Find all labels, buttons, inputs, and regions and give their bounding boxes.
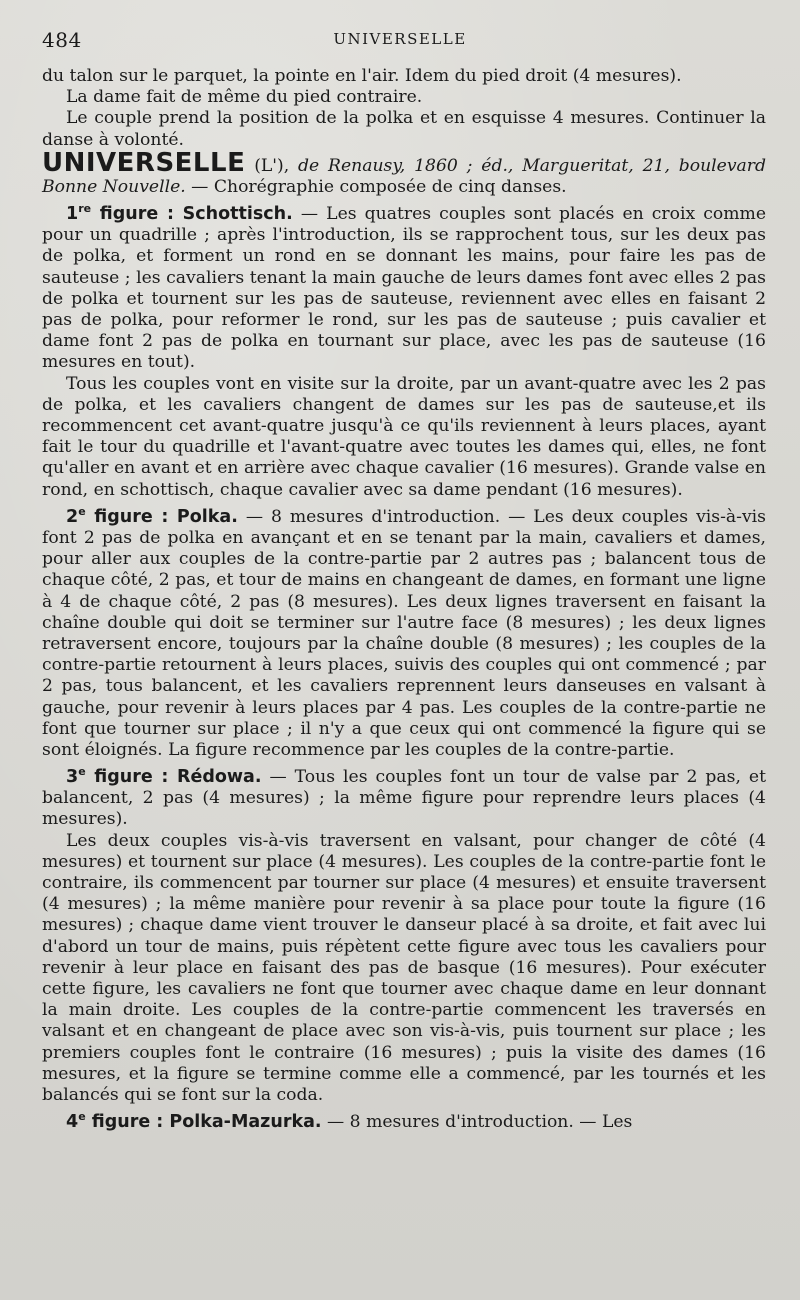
entry-source: de Renausy, 1860 ; éd., Margueritat, 21, boulevard Bonne Nouvelle. — [42,155,767,198]
figure-3-paragraph [42,761,766,830]
figure-2-text: — 8 mesures d'introduction. — Les deux couples vis-à-vis font 2 pas de polka en avançant et en se tenant par la main, cavaliers et dames, pour aller aux couples de la contre-partie par 2 autres pas ; balancent tous de chaque côté, 2 pas, et tour de mains en changeant de dames, en formant une ligne à 4 de chaque côté, 2 pas (8 mesures). Les deux lignes traversent en faisant la chaîne double qui doit se terminer sur l'autre face (8 mesures) ; les deux lignes retraversent encore, toujours par la chaîne double (8 mesures) ; les couples de la contre-partie retournent à leurs places, suivis des couples qui ont commencé ; par 2 pas, tous balancent, et les cavaliers reprennent leurs danseuses en valsant à gauche, pour revenir à leurs places par 4 pas. Les couples de la contre-partie ne font que tourner sur place ; il n'y a que ceux qui ont commencé la figure qui se sont éloignés. La figure recommence par les couples de la contre-partie. [42,506,766,760]
figure-4-heading: 4e figure : Polka-Mazurka. [66,1110,322,1133]
page-body [42,66,766,1133]
figure-3-text: — Tous les couples font un tour de valse par 2 pas, et balancent, 2 pas (4 mesures) ; la même figure pour reprendre leurs places (4 mesures). [42,766,766,830]
figure-2-heading: 2e figure : Polka. [66,504,238,527]
entry-description: Chorégraphie composée de cinq danses. [213,177,567,198]
figure-3-continuation: Les deux couples vis-à-vis traversent en valsant, pour changer de côté (4 mesures) et tournent sur place (4 mesures). Les couples de la contre-partie font le contraire, ils commencent par tourner sur place (4 mesures) et ensuite traversent (4 mesures) ; la même manière pour revenir à sa place pour toute la figure (16 mesures) ; chaque dame vient trouver le danseur placé à sa droite, et fait avec lui d'abord un tour de mains, puis répètent cette figure avec tous les cavaliers pour revenir à leur place en faisant des pas de basque (16 mesures). Pour exécuter cette figure, les cavaliers ne font que tourner avec chaque dame en leur donnant la main droite. Les couples de la contre-partie commencent les traversés en valsant et en changeant de place avec son vis-à-vis, puis tournent sur place ; les premiers couples font le contraire (16 mesures) ; puis la visite des dames (16 mesures, et la figure se termine comme elle a commencé, par les tournés et les balancés qui se font sur la coda. [42,830,766,1106]
entry-headword: UNIVERSELLE [42,147,246,178]
figure-2-paragraph [42,501,766,761]
figure-1-continuation: Tous les couples vont en visite sur la droite, par un avant-quatre avec les 2 pas de polka, et les cavaliers changent de dames sur les pas de sauteuse,et ils recommencent cet avant-quatre jusqu'à ce qu'ils reviennent à leurs places, ayant fait le tour du quadrille et l'avant-quatre avec toutes les dames qui, elles, ne font qu'aller en avant et en arrière avec chaque cavalier (16 mesures). Grande valse en rond, en schottisch, chaque cavalier avec sa dame pendant (16 mesures). [42,373,766,500]
entry-gender: (L'), [254,155,290,176]
running-title: UNIVERSELLE [333,30,467,48]
paragraph: La dame fait de même du pied contraire. [66,87,423,108]
figure-4-text: — 8 mesures d'introduction. — Les [327,1112,633,1133]
figure-4-paragraph [42,1106,766,1133]
figure-1-text: — Les quatres couples sont placés en croix comme pour un quadrille ; après l'introduction, ils se rapprochent tous, sur les deux pas de polka, et forment un rond en se donnant les mains, pour faire les pas de sauteuse ; les cavaliers tenant la main gauche de leurs dames font avec elles 2 pas de polka et tournent sur les pas de sauteuse, reviennent avec elles en faisant 2 pas de polka, pour reformer le rond, sur les pas de sauteuse ; puis cavalier et dame font 2 pas de polka en tournant sur place, avec les pas de sauteuse (16 mesures en tout). [42,204,767,373]
figure-1-paragraph [42,198,766,373]
page-number: 484 [42,28,82,52]
paragraph: Le couple prend la position de la polka et en esquisse 4 mesures. Continuer la danse à volonté. [42,108,766,150]
dictionary-entry [42,147,767,198]
paragraph: du talon sur le parquet, la pointe en l'air. Idem du pied droit (4 mesures). [42,66,682,86]
figure-3-heading: 3e figure : Rédowa. [66,765,262,787]
figure-1-heading: 1re figure : Schottisch. [66,202,293,225]
